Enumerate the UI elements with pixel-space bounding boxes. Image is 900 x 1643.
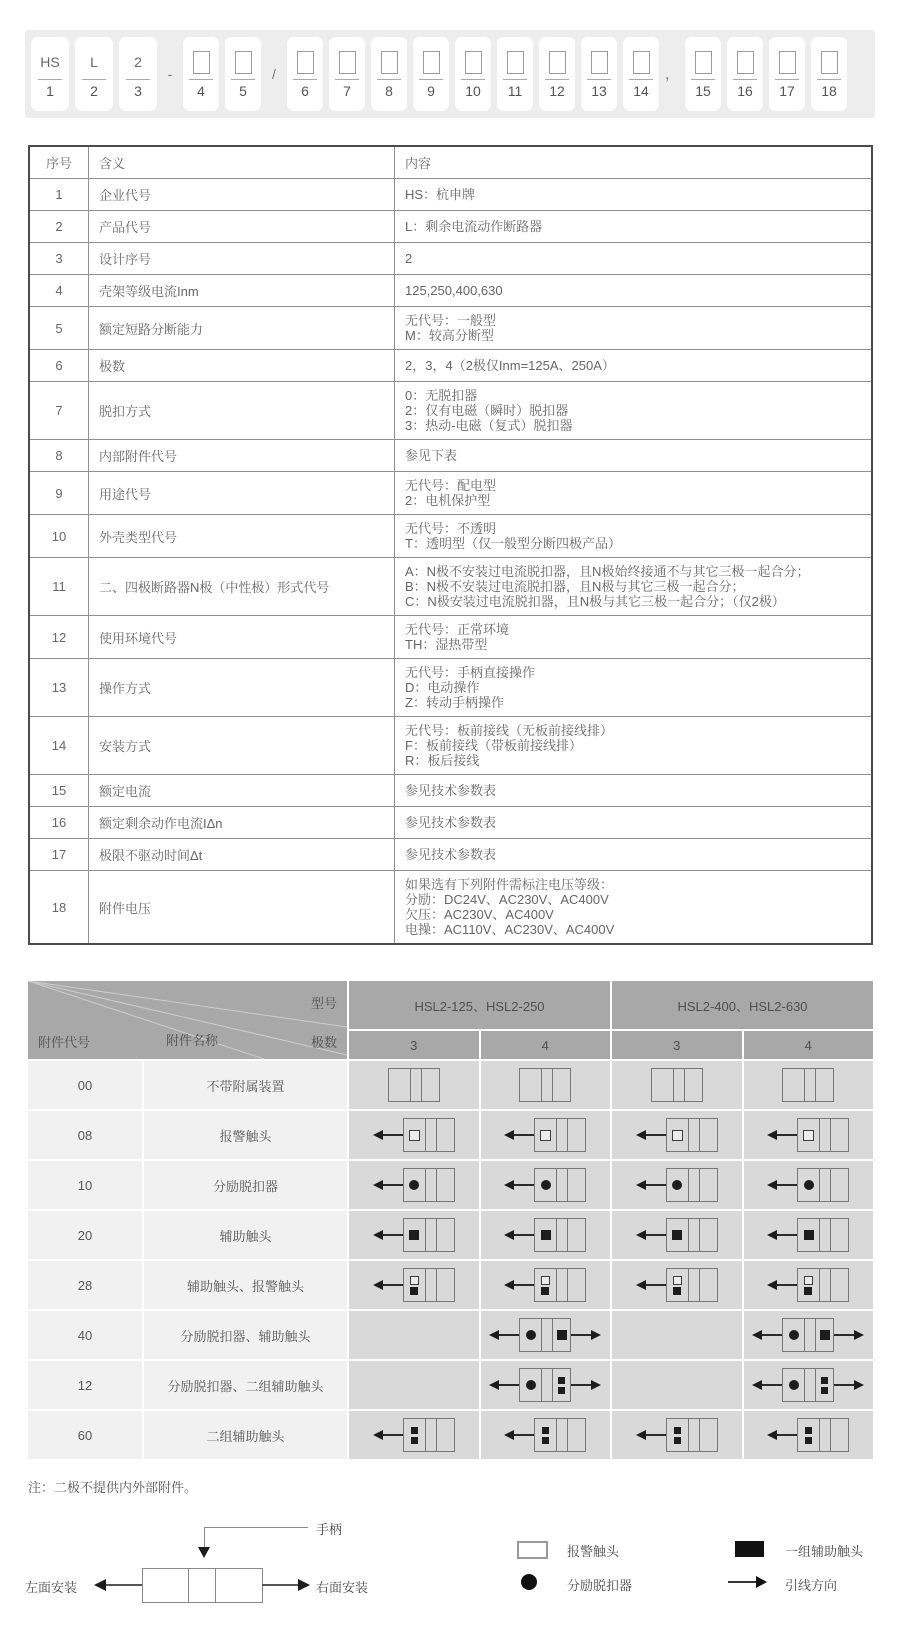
lead-arrow-left-icon xyxy=(636,1130,666,1140)
diagram-cell xyxy=(744,1311,874,1359)
row-content: 参见下表 xyxy=(395,440,873,472)
alarm-contact-icon xyxy=(517,1541,548,1559)
breaker-body xyxy=(403,1268,455,1302)
row-content: 无代号：正常环境 TH：湿热带型 xyxy=(395,616,873,659)
placeholder-square-icon xyxy=(633,51,650,74)
accessory-name: 报警触头 xyxy=(144,1111,347,1159)
breaker-body xyxy=(797,1168,849,1202)
row-content: 参见技术参数表 xyxy=(395,775,873,807)
row-meaning: 产品代号 xyxy=(89,211,395,243)
breaker-diagram xyxy=(752,1368,864,1402)
row-meaning: 额定短路分断能力 xyxy=(89,307,395,350)
breaker-body xyxy=(388,1068,440,1102)
arrow-down-icon xyxy=(198,1547,210,1558)
diagram-cell xyxy=(481,1161,611,1209)
code-segment: 17 xyxy=(769,37,805,111)
breaker-diagram xyxy=(767,1268,849,1302)
row-number: 10 xyxy=(29,515,89,558)
breaker-diagram xyxy=(752,1318,864,1352)
breaker-body xyxy=(782,1068,834,1102)
legend-label: 报警触头 xyxy=(567,1544,620,1559)
code-segment: 8 xyxy=(371,37,407,111)
lead-arrow-left-icon xyxy=(767,1230,797,1240)
placeholder-square-icon xyxy=(381,51,398,74)
table-row xyxy=(29,211,872,243)
lead-arrow-right-icon xyxy=(571,1330,601,1340)
row-meaning: 操作方式 xyxy=(89,659,395,717)
code-segment: 12 xyxy=(539,37,575,111)
code-segment: 14 xyxy=(623,37,659,111)
breaker-diagram xyxy=(636,1418,718,1452)
breaker-diagram xyxy=(636,1168,718,1202)
lead-arrow-left-icon xyxy=(489,1380,519,1390)
placeholder-square-icon xyxy=(423,51,440,74)
table-row xyxy=(29,350,872,382)
breaker-diagram xyxy=(767,1168,849,1202)
lead-arrow-left-icon xyxy=(489,1330,519,1340)
handle-label: 手柄 xyxy=(316,1522,343,1537)
breaker-diagram xyxy=(504,1418,586,1452)
table-row xyxy=(29,616,872,659)
code-segment: 16 xyxy=(727,37,763,111)
row-meaning: 使用环境代号 xyxy=(89,616,395,659)
pole-count-header: 4 xyxy=(744,1031,874,1059)
diagram-cell xyxy=(744,1261,874,1309)
lead-arrow-right-icon xyxy=(834,1380,864,1390)
row-number: 6 xyxy=(29,350,89,382)
diagram-cell xyxy=(612,1061,742,1109)
accessory-name: 不带附属装置 xyxy=(144,1061,347,1109)
legend-label: 引线方向 xyxy=(785,1578,838,1593)
diagram-cell xyxy=(744,1211,874,1259)
diagram-cell xyxy=(744,1111,874,1159)
placeholder-square-icon xyxy=(821,51,838,74)
legend xyxy=(0,1508,900,1643)
code-segment: HS 1 xyxy=(31,37,69,111)
breaker-body xyxy=(666,1268,718,1302)
breaker-diagram xyxy=(489,1368,601,1402)
diagram-cell xyxy=(481,1061,611,1109)
row-number: 12 xyxy=(29,616,89,659)
breaker-diagram xyxy=(504,1268,586,1302)
accessory-name: 分励脱扣器、二组辅助触头 xyxy=(144,1361,347,1409)
header-no: 序号 xyxy=(29,146,89,179)
breaker-diagram xyxy=(519,1068,571,1102)
breaker-body xyxy=(519,1068,571,1102)
breaker-diagram xyxy=(636,1118,718,1152)
accessory-code: 40 xyxy=(28,1311,142,1359)
diagram-cell xyxy=(612,1111,742,1159)
breaker-body xyxy=(666,1168,718,1202)
breaker-diagram xyxy=(504,1218,586,1252)
table-header-row xyxy=(29,146,872,179)
code-segment: 2 3 xyxy=(119,37,157,111)
lead-arrow-left-icon xyxy=(636,1180,666,1190)
row-number: 2 xyxy=(29,211,89,243)
accessory-code: 20 xyxy=(28,1211,142,1259)
diagram-cell xyxy=(744,1361,874,1409)
lead-arrow-left-icon xyxy=(504,1130,534,1140)
row-meaning: 企业代号 xyxy=(89,179,395,211)
diagram-cell xyxy=(349,1361,479,1409)
accessory-name: 分励脱扣器、辅助触头 xyxy=(144,1311,347,1359)
placeholder-square-icon xyxy=(779,51,796,74)
row-content: L：剩余电流动作断路器 xyxy=(395,211,873,243)
header-meaning: 含义 xyxy=(89,146,395,179)
table-row xyxy=(29,382,872,440)
breaker-diagram xyxy=(767,1118,849,1152)
breaker-diagram xyxy=(373,1118,455,1152)
accessory-code: 28 xyxy=(28,1261,142,1309)
diagram-cell xyxy=(349,1211,479,1259)
row-meaning: 壳架等级电流Inm xyxy=(89,275,395,307)
row-meaning: 额定电流 xyxy=(89,775,395,807)
placeholder-square-icon xyxy=(549,51,566,74)
shunt-release-icon xyxy=(521,1574,537,1590)
lead-arrow-left-icon xyxy=(504,1180,534,1190)
breaker-diagram xyxy=(373,1168,455,1202)
code-segment: 15 xyxy=(685,37,721,111)
lead-arrow-left-icon xyxy=(767,1280,797,1290)
lead-arrow-left-icon xyxy=(767,1130,797,1140)
corner-header-cell xyxy=(28,981,347,1059)
breaker-body xyxy=(797,1418,849,1452)
row-number: 3 xyxy=(29,243,89,275)
pole-count-header: 3 xyxy=(612,1031,742,1059)
code-segment: 4 xyxy=(183,37,219,111)
row-content: 无代号：手柄直接操作 D：电动操作 Z：转动手柄操作 xyxy=(395,659,873,717)
comma-separator: ， xyxy=(665,66,679,82)
placeholder-square-icon xyxy=(193,51,210,74)
table-row xyxy=(29,307,872,350)
diagram-cell xyxy=(481,1111,611,1159)
row-number: 7 xyxy=(29,382,89,440)
row-meaning: 极限不驱动时间Δt xyxy=(89,839,395,871)
breaker-body xyxy=(403,1168,455,1202)
arrow-line xyxy=(262,1584,298,1586)
table-row xyxy=(29,871,872,945)
row-number: 9 xyxy=(29,472,89,515)
breaker-body xyxy=(797,1218,849,1252)
row-content: 无代号：不透明 T：透明型（仅一般型分断四极产品） xyxy=(395,515,873,558)
code-meaning-table xyxy=(28,145,873,945)
legend-label: 分励脱扣器 xyxy=(567,1578,633,1593)
row-number: 8 xyxy=(29,440,89,472)
row-meaning: 设计序号 xyxy=(89,243,395,275)
lead-arrow-left-icon xyxy=(373,1230,403,1240)
footnote: 注：二极不提供内外部附件。 xyxy=(28,1480,198,1495)
code-segment: 9 xyxy=(413,37,449,111)
dash-separator: - xyxy=(167,66,173,82)
row-number: 18 xyxy=(29,871,89,945)
name-column-label: 附件名称 xyxy=(166,1033,219,1048)
breaker-diagram xyxy=(782,1068,834,1102)
table-row xyxy=(29,807,872,839)
row-number: 5 xyxy=(29,307,89,350)
left-install-label: 左面安装 xyxy=(25,1580,78,1595)
row-number: 15 xyxy=(29,775,89,807)
code-segment: 6 xyxy=(287,37,323,111)
row-number: 4 xyxy=(29,275,89,307)
breaker-diagram xyxy=(636,1268,718,1302)
table-row xyxy=(29,839,872,871)
diagram-cell xyxy=(744,1061,874,1109)
breaker-diagram xyxy=(504,1118,586,1152)
diagram-cell xyxy=(349,1411,479,1459)
breaker-body xyxy=(797,1268,849,1302)
table-row xyxy=(29,440,872,472)
lead-arrow-right-icon xyxy=(571,1380,601,1390)
slash-separator: / xyxy=(272,66,276,82)
breaker-diagram xyxy=(504,1168,586,1202)
lead-arrow-left-icon xyxy=(636,1230,666,1240)
legend-label: 一组辅助触头 xyxy=(785,1544,864,1559)
table-row xyxy=(29,775,872,807)
breaker-diagram xyxy=(373,1218,455,1252)
diagram-cell xyxy=(349,1111,479,1159)
breaker-body xyxy=(403,1418,455,1452)
lead-arrow-left-icon xyxy=(636,1280,666,1290)
diagram-cell xyxy=(349,1161,479,1209)
table-row xyxy=(29,472,872,515)
lead-direction-arrow-icon xyxy=(756,1576,767,1588)
breaker-body xyxy=(534,1218,586,1252)
row-number: 13 xyxy=(29,659,89,717)
breaker-body xyxy=(782,1368,834,1402)
breaker-body xyxy=(666,1418,718,1452)
row-meaning: 安装方式 xyxy=(89,717,395,775)
row-content: 参见技术参数表 xyxy=(395,807,873,839)
placeholder-square-icon xyxy=(339,51,356,74)
lead-arrow-left-icon xyxy=(767,1430,797,1440)
diagram-cell xyxy=(481,1211,611,1259)
breaker-body xyxy=(519,1368,571,1402)
code-segment: L 2 xyxy=(75,37,113,111)
row-meaning: 二、四极断路器N极（中性极）形式代号 xyxy=(89,558,395,616)
row-number: 17 xyxy=(29,839,89,871)
breaker-diagram xyxy=(489,1318,601,1352)
breaker-body xyxy=(797,1118,849,1152)
lead-direction-line xyxy=(728,1581,756,1583)
breaker-diagram xyxy=(767,1218,849,1252)
accessory-name: 辅助触头 xyxy=(144,1211,347,1259)
diagram-cell xyxy=(612,1411,742,1459)
accessory-code: 60 xyxy=(28,1411,142,1459)
row-meaning: 极数 xyxy=(89,350,395,382)
accessory-code: 08 xyxy=(28,1111,142,1159)
handle-pointer-line xyxy=(205,1527,308,1528)
breaker-body xyxy=(666,1118,718,1152)
breaker-body xyxy=(403,1218,455,1252)
breaker-body xyxy=(403,1118,455,1152)
placeholder-square-icon xyxy=(235,51,252,74)
breaker-body xyxy=(534,1118,586,1152)
breaker-body xyxy=(142,1568,263,1603)
row-content: A：N极不安装过电流脱扣器，且N极始终接通不与其它三极一起合分； B：N极不安装过电流脱扣器，且N极与其它三极一起合分； C：N极安装过电流脱扣器，且N极与其它三极一起合分；（仅2极） xyxy=(395,558,873,616)
breaker-body xyxy=(519,1318,571,1352)
row-number: 14 xyxy=(29,717,89,775)
diagram-cell xyxy=(612,1361,742,1409)
breaker-diagram xyxy=(373,1418,455,1452)
code-segment: 13 xyxy=(581,37,617,111)
row-content: 125,250,400,630 xyxy=(395,275,873,307)
breaker-body xyxy=(666,1218,718,1252)
arrow-line xyxy=(106,1584,142,1586)
table-row xyxy=(29,515,872,558)
code-segment: 18 xyxy=(811,37,847,111)
table-row xyxy=(29,659,872,717)
model-code-strip xyxy=(25,30,875,118)
row-meaning: 内部附件代号 xyxy=(89,440,395,472)
arrow-right-icon xyxy=(298,1579,310,1591)
handle-pointer-line xyxy=(204,1527,205,1547)
diagram-cell xyxy=(612,1311,742,1359)
lead-arrow-left-icon xyxy=(504,1430,534,1440)
row-number: 11 xyxy=(29,558,89,616)
breaker-body xyxy=(534,1168,586,1202)
lead-arrow-left-icon xyxy=(373,1130,403,1140)
pole-count-header: 3 xyxy=(349,1031,479,1059)
model-group-header: HSL2-400、HSL2-630 xyxy=(612,981,873,1029)
lead-arrow-left-icon xyxy=(752,1380,782,1390)
diagram-cell xyxy=(481,1311,611,1359)
diagram-cell xyxy=(744,1161,874,1209)
table-row xyxy=(29,243,872,275)
lead-arrow-right-icon xyxy=(834,1330,864,1340)
breaker-diagram xyxy=(651,1068,703,1102)
diagram-cell xyxy=(349,1061,479,1109)
lead-arrow-left-icon xyxy=(373,1180,403,1190)
code-segment: 7 xyxy=(329,37,365,111)
accessory-name: 分励脱扣器 xyxy=(144,1161,347,1209)
placeholder-square-icon xyxy=(465,51,482,74)
row-content: 参见技术参数表 xyxy=(395,839,873,871)
code-column-label: 附件代号 xyxy=(38,1035,91,1050)
diagram-cell xyxy=(349,1261,479,1309)
row-meaning: 附件电压 xyxy=(89,871,395,945)
code-segment: 10 xyxy=(455,37,491,111)
placeholder-square-icon xyxy=(297,51,314,74)
accessory-name: 辅助触头、报警触头 xyxy=(144,1261,347,1309)
breaker-body xyxy=(534,1268,586,1302)
breaker-diagram xyxy=(767,1418,849,1452)
pole-count-header: 4 xyxy=(481,1031,611,1059)
accessory-code: 12 xyxy=(28,1361,142,1409)
row-meaning: 外壳类型代号 xyxy=(89,515,395,558)
accessory-code: 10 xyxy=(28,1161,142,1209)
row-content: 如果选有下列附件需标注电压等级： 分励：DC24V、AC230V、AC400V 欠压：AC230V、AC400V 电操：AC110V、AC230V、AC400V xyxy=(395,871,873,945)
breaker-body xyxy=(651,1068,703,1102)
row-content: HS：杭申牌 xyxy=(395,179,873,211)
aux-contact-icon xyxy=(735,1541,764,1557)
right-install-label: 右面安装 xyxy=(316,1580,369,1595)
row-meaning: 用途代号 xyxy=(89,472,395,515)
diagram-cell xyxy=(349,1311,479,1359)
placeholder-square-icon xyxy=(591,51,608,74)
diagram-cell xyxy=(612,1161,742,1209)
lead-arrow-left-icon xyxy=(373,1280,403,1290)
breaker-body xyxy=(782,1318,834,1352)
accessory-code: 00 xyxy=(28,1061,142,1109)
diagram-cell xyxy=(481,1361,611,1409)
lead-arrow-left-icon xyxy=(752,1330,782,1340)
lead-arrow-left-icon xyxy=(767,1180,797,1190)
breaker-diagram xyxy=(636,1218,718,1252)
code-segment: 5 xyxy=(225,37,261,111)
lead-arrow-left-icon xyxy=(636,1430,666,1440)
breaker-body xyxy=(534,1418,586,1452)
row-content: 2，3，4（2极仅Inm=125A、250A） xyxy=(395,350,873,382)
placeholder-square-icon xyxy=(737,51,754,74)
accessory-table xyxy=(28,981,873,1459)
diagram-cell xyxy=(481,1261,611,1309)
lead-arrow-left-icon xyxy=(504,1230,534,1240)
accessory-name: 二组辅助触头 xyxy=(144,1411,347,1459)
table-row xyxy=(29,717,872,775)
arrow-left-icon xyxy=(94,1579,106,1591)
table-row xyxy=(29,179,872,211)
diagram-cell xyxy=(744,1411,874,1459)
row-number: 1 xyxy=(29,179,89,211)
row-content: 无代号：一般型 M：较高分断型 xyxy=(395,307,873,350)
row-content: 无代号：配电型 2：电机保护型 xyxy=(395,472,873,515)
row-content: 无代号：板前接线（无板前接线排） F：板前接线（带板前接线排） R：板后接线 xyxy=(395,717,873,775)
diagram-cell xyxy=(612,1211,742,1259)
placeholder-square-icon xyxy=(507,51,524,74)
table-row xyxy=(29,558,872,616)
placeholder-square-icon xyxy=(695,51,712,74)
lead-arrow-left-icon xyxy=(373,1430,403,1440)
header-content: 内容 xyxy=(395,146,873,179)
row-content: 2 xyxy=(395,243,873,275)
breaker-diagram xyxy=(388,1068,440,1102)
row-content: 0：无脱扣器 2：仅有电磁（瞬时）脱扣器 3：热动-电磁（复式）脱扣器 xyxy=(395,382,873,440)
code-segment: 11 xyxy=(497,37,533,111)
model-group-header: HSL2-125、HSL2-250 xyxy=(349,981,610,1029)
lead-arrow-left-icon xyxy=(504,1280,534,1290)
poles-axis-label: 极数 xyxy=(310,1035,337,1050)
row-meaning: 额定剩余动作电流IΔn xyxy=(89,807,395,839)
model-axis-label: 型号 xyxy=(310,996,337,1011)
diagram-cell xyxy=(612,1261,742,1309)
row-meaning: 脱扣方式 xyxy=(89,382,395,440)
diagram-cell xyxy=(481,1411,611,1459)
breaker-diagram xyxy=(373,1268,455,1302)
row-number: 16 xyxy=(29,807,89,839)
table-row xyxy=(29,275,872,307)
